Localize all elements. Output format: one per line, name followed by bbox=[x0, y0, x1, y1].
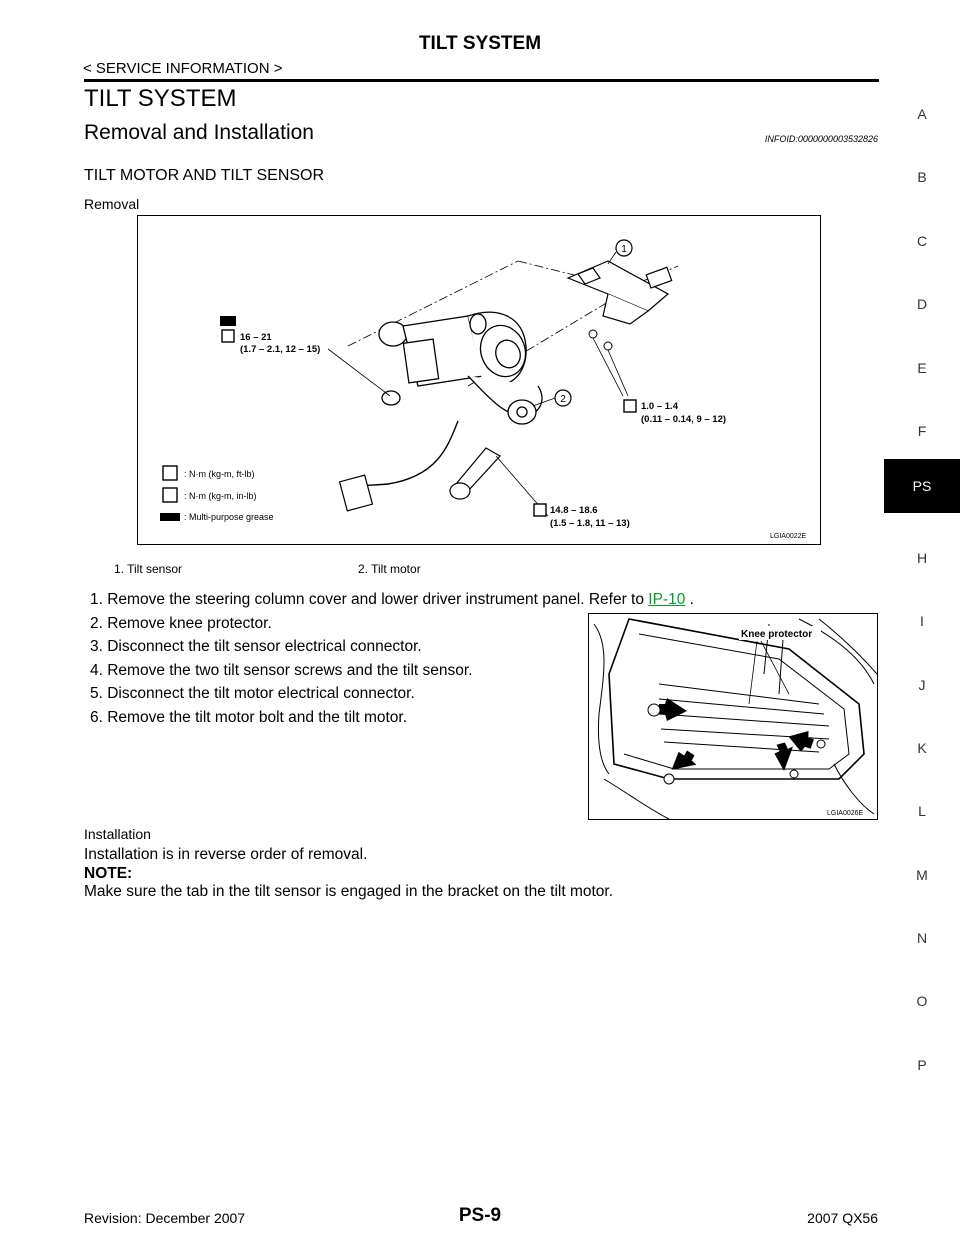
tilt-motor-sensor-diagram bbox=[137, 215, 821, 545]
ip-10-link[interactable]: IP-10 bbox=[648, 591, 686, 608]
tab-j[interactable]: J bbox=[918, 676, 926, 693]
info-id: INFOID:0000000003532826 bbox=[764, 134, 878, 144]
installation-body bbox=[84, 846, 613, 902]
page-header-title: TILT SYSTEM bbox=[418, 33, 542, 54]
step-2: 2. Remove knee protector. bbox=[90, 614, 272, 632]
section-label: < SERVICE INFORMATION > bbox=[83, 60, 283, 77]
main-title: TILT SYSTEM bbox=[84, 85, 237, 112]
svg-text:16 – 21: 16 – 21 bbox=[240, 332, 272, 343]
tab-h[interactable]: H bbox=[916, 549, 928, 566]
knee-protector-label: Knee protector bbox=[741, 629, 813, 640]
tab-a[interactable]: A bbox=[917, 106, 927, 122]
tab-p[interactable]: P bbox=[917, 1056, 927, 1073]
footer-page-number: PS-9 bbox=[458, 1205, 502, 1226]
step-6: 6. Remove the tilt motor bolt and the tilt motor. bbox=[90, 708, 408, 726]
tab-b[interactable]: B bbox=[917, 169, 927, 186]
knee-protector-illustration bbox=[589, 614, 878, 820]
caption-tilt-sensor: 1. Tilt sensor bbox=[114, 562, 183, 576]
svg-text:(1.7 – 2.1, 12 – 15): (1.7 – 2.1, 12 – 15) bbox=[240, 344, 321, 355]
note-text: Make sure the tab in the tilt sensor is engaged in the bracket on the tilt motor. bbox=[84, 883, 614, 900]
installation-text: Installation is in reverse order of removal. bbox=[84, 846, 368, 863]
torque-spec-1 bbox=[220, 316, 320, 355]
tab-ps-active[interactable]: PS bbox=[884, 459, 960, 513]
note-label: NOTE: bbox=[84, 864, 133, 882]
step-3: 3. Disconnect the tilt sensor electrical connector. bbox=[90, 638, 422, 656]
tab-k[interactable]: K bbox=[917, 739, 927, 756]
svg-text:: Multi-purpose grease: : Multi-purpose grease bbox=[184, 512, 274, 522]
figure2-code: LGIA0026E bbox=[827, 810, 864, 817]
svg-text:(1.5 – 1.8, 11 – 13): (1.5 – 1.8, 11 – 13) bbox=[550, 518, 630, 529]
svg-text:(0.11 – 0.14, 9 – 12): (0.11 – 0.14, 9 – 12) bbox=[641, 414, 727, 425]
svg-text:: N·m (kg-m, in-lb): : N·m (kg-m, in-lb) bbox=[184, 491, 257, 501]
header-divider bbox=[84, 79, 879, 82]
step-4: 4. Remove the two tilt sensor screws and the tilt sensor. bbox=[90, 661, 473, 679]
svg-text:14.8 – 18.6: 14.8 – 18.6 bbox=[550, 505, 598, 516]
footer-model: 2007 QX56 bbox=[807, 1210, 878, 1226]
removal-heading: Removal bbox=[84, 196, 140, 212]
footer-revision: Revision: December 2007 bbox=[84, 1210, 246, 1226]
section-heading: TILT MOTOR AND TILT SENSOR bbox=[84, 167, 325, 184]
installation-heading: Installation bbox=[84, 826, 151, 842]
step-1: 1. Remove the steering column cover and lower driver instrument panel. Refer to IP-10 . bbox=[90, 591, 694, 608]
tab-f[interactable]: F bbox=[917, 422, 927, 439]
tab-d[interactable]: D bbox=[916, 296, 928, 313]
tab-n[interactable]: N bbox=[916, 930, 928, 947]
callout-2: 2 bbox=[560, 394, 566, 405]
sub-title: Removal and Installation bbox=[84, 121, 314, 144]
tab-l[interactable]: L bbox=[918, 803, 926, 820]
tab-o[interactable]: O bbox=[916, 993, 928, 1010]
knee-protector-diagram bbox=[588, 613, 878, 820]
step-5: 5. Disconnect the tilt motor electrical connector. bbox=[90, 685, 415, 703]
svg-text:: N·m (kg-m, ft-lb): : N·m (kg-m, ft-lb) bbox=[184, 469, 255, 479]
tab-i[interactable]: I bbox=[920, 613, 924, 630]
torque-spec-2 bbox=[624, 400, 726, 425]
torque-spec-3 bbox=[534, 504, 630, 529]
tab-m[interactable]: M bbox=[916, 866, 928, 883]
caption-tilt-motor: 2. Tilt motor bbox=[358, 562, 421, 576]
side-index bbox=[884, 100, 960, 1114]
tilt-assembly-illustration bbox=[138, 216, 822, 546]
figure-legend bbox=[160, 466, 274, 522]
tab-e[interactable]: E bbox=[917, 359, 927, 376]
callout-1: 1 bbox=[621, 244, 627, 255]
tab-c[interactable]: C bbox=[916, 232, 928, 249]
figure1-code: LGIA0022E bbox=[770, 533, 807, 540]
svg-text:1.0 – 1.4: 1.0 – 1.4 bbox=[641, 401, 678, 412]
